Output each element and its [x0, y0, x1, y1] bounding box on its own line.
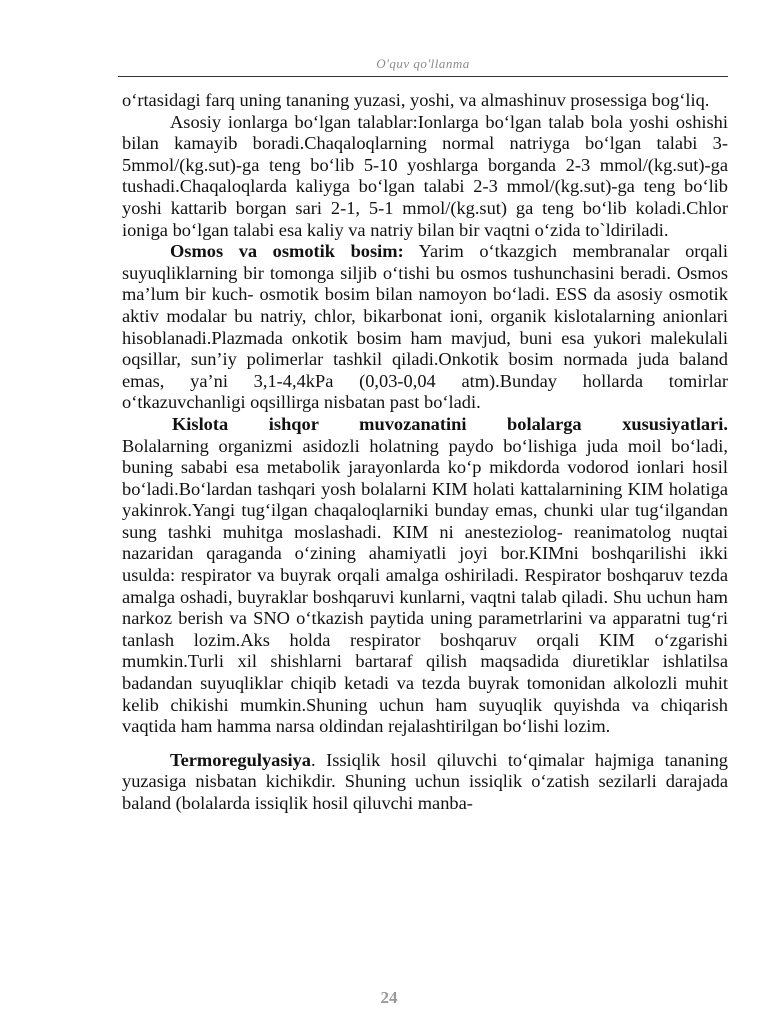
paragraph-asosiy-ionlar [122, 112, 728, 242]
running-head: O'quv qo'llanma [376, 56, 470, 71]
paragraph-osmos [122, 241, 728, 414]
paragraph-text: . Issiqlik hosil qiluvchi to‘qimalar hajmiga tananing yuzasiga nisbatan kichikdir. Shuning uchun issiqlik o‘zatish sezilarli darajada baland (bolalarda issiqlik hosil qiluvchi manba- [122, 749, 728, 813]
section-heading-kislota-ishqor [122, 414, 728, 436]
paragraph-text: o‘rtasidagi farq uning tananing yuzasi, yoshi, va almashinuv prosessiga bog‘liq. [122, 90, 710, 110]
header-rule [118, 76, 728, 77]
paragraph-text: Bolalarning organizmi asidozli holatning paydo bo‘lishiga juda moil bo‘ladi, buning sababi esa metabolik jarayonlarda ko‘p mikdorda vodorod ionlari hosil bo‘ladi.Bo‘lardan tashqari yosh bolalarni KIM holati kattalarnining KIM holatiga yakinrok.Yangi tug‘ilgan chaqaloqlarniki bunday emas, chunki ular tug‘ilgandan sung tashki muhitga moslashadi. KIM ni anesteziolog- reanimatolog nuqtai nazaridan qaraganda o‘zining ahamiyatli joyi bor.KIMni boshqarilishi ikki usulda: respirator va buyrak orqali amalga oshiriladi. Respirator boshqaruv tezda amalga oshadi, buyraklar boshqaruvi kunlarni, vaqtni talab qiladi. Shu uchun ham narkoz berish va SNO o‘tkazish paytida uning parametrlarini va apparatni tug‘ri tanlash lozim.Aks holda respirator boshqaruv orqali KIM o‘zgarishi mumkin.Turli xil shishlarni bartaraf qilish maqsadida diuretiklar ishlatilsa badandan suyuqliklar chiqib ketadi va tezda buyrak tomonidan alkolozli muhit kelib chikishi mumkin.Shuning uchun ham suyuqlik quyishda va chiqarish vaqtida ham hamma narsa oldindan rejalashtirilgan bo‘lishi lozim. [122, 435, 728, 737]
paragraph-termoregulyasiya [122, 750, 728, 815]
paragraph-kislota-ishqor [122, 436, 728, 738]
paragraph-text: Yarim o‘tkazgich membranalar orqali suyuqliklarning bir tomonga siljib o‘tishi bu osmos tushunchasini beradi. Osmos ma’lum bir kuch- osmotik bosim bilan namoyon bo‘ladi. ESS da asosiy osmotik aktiv modalar bu natriy, chlor, bikarbonat ioni, organik kislotalarning anionlari hisoblanadi.Plazmada onkotik bosim ham mavjud, buni esa yukori malekulali oqsillar, sun’iy polimerlar tashkil qiladi.Onkotik bosim normada juda baland emas, ya’ni 3,1-4,4kPa (0,03-0,04 atm).Bunday hollarda tomirlar o‘tkazuvchanligi oqsillirga nisbatan past bo‘ladi. [122, 241, 728, 413]
page-number: 24 [380, 988, 398, 1007]
paragraph-continued [122, 90, 728, 112]
section-heading-text: Kislota ishqor muvozanatini bolalarga xususiyatlari. [172, 413, 728, 434]
page-body [122, 90, 728, 815]
paragraph-text: Asosiy ionlarga bo‘lgan talablar:Ionlarga bo‘lgan talab bola yoshi oshishi bilan kamayib boradi.Chaqaloqlarning normal natriyga bo‘lgan talabi 3-5mmol/(kg.sut)-ga teng bo‘lib 5-10 yoshlarga borganda 2-3 mmol/(kg.sut)-ga tushadi.Chaqaloqlarda kaliyga bo‘lgan talabi 2-3 mmol/(kg.sut)-ga teng bo‘lib yoshi kattarib borgan sari 2-1, 5-1 mmol/(kg.sut) ga teng bo‘lib koladi.Chlor ioniga bo‘lgan talabi esa kaliy va natriy bilan bir vaqtni o‘zida to`ldiriladi. [122, 111, 728, 240]
section-heading-termoregulyasiya: Termoregulyasiya [170, 749, 311, 770]
section-heading-osmos: Osmos va osmotik bosim: [170, 241, 404, 262]
